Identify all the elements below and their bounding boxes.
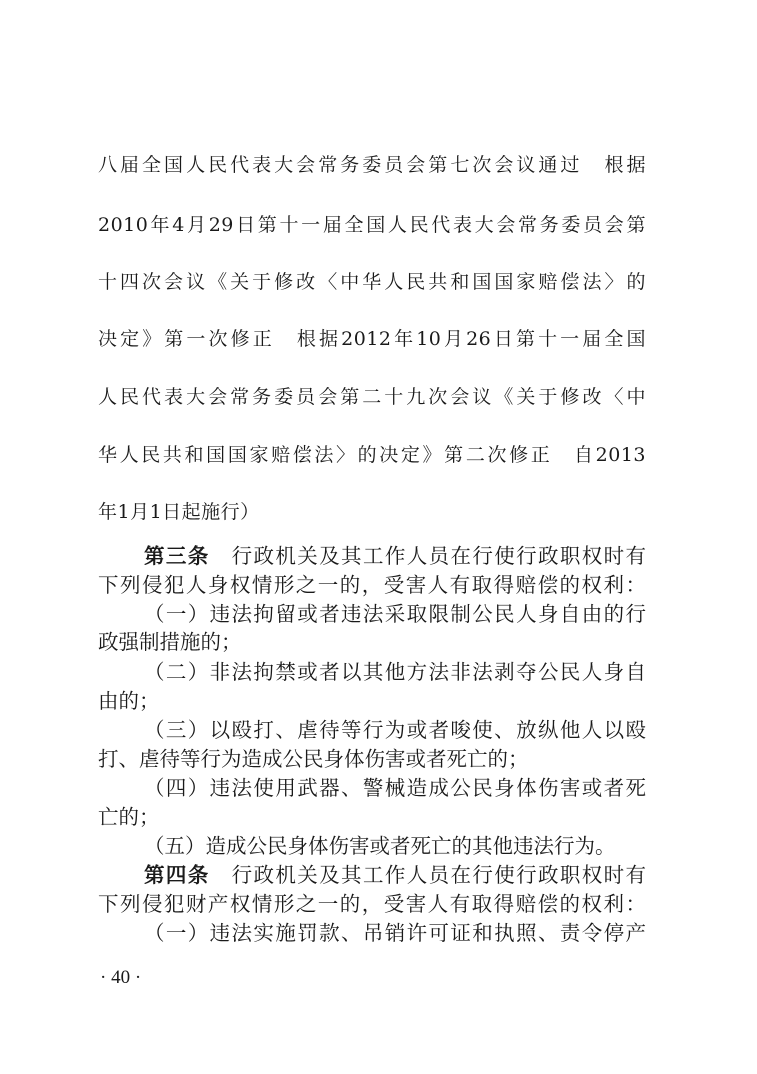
revision-note-line: 华人民共和国国家赔偿法〉的决定》第二次修正 自2013 (98, 444, 646, 466)
article-text: 行政机关及其工作人员在行使行政职权时有 (231, 863, 646, 887)
article-3-item: （四）违法使用武器、警械造成公民身体伤害或者死 (144, 776, 646, 800)
article-number: 第三条 (144, 544, 210, 568)
article-number: 第四条 (144, 863, 210, 887)
revision-note-line: 年1月1日起施行） (98, 501, 260, 523)
revision-note-line: 八届全国人民代表大会常务委员会第七次会议通过 根据 (98, 154, 646, 176)
article-4-item: （一）违法实施罚款、吊销许可证和执照、责令停产 (144, 921, 646, 945)
article-3-item: （一）违法拘留或者违法采取限制公民人身自由的行 (144, 602, 646, 626)
revision-note-line: 人民代表大会常务委员会第二十九次会议《关于修改〈中 (98, 386, 646, 408)
revision-note-line: 2010年4月29日第十一届全国人民代表大会常务委员会第 (98, 214, 646, 236)
article-3-item: （二）非法拘禁或者以其他方法非法剥夺公民人身自 (144, 660, 646, 684)
revision-note-line: 十四次会议《关于修改〈中华人民共和国国家赔偿法〉的 (98, 271, 646, 293)
article-4-line: 下列侵犯财产权情形之一的，受害人有取得赔偿的权利： (98, 892, 646, 916)
article-3-line: 下列侵犯人身权情形之一的，受害人有取得赔偿的权利： (98, 573, 646, 597)
article-3-item: 由的； (98, 689, 160, 713)
article-3-item: （五）造成公民身体伤害或者死亡的其他违法行为。 (144, 834, 616, 858)
article-3-item: 打、虐待等行为造成公民身体伤害或者死亡的； (98, 747, 529, 771)
article-3-item: （三）以殴打、虐待等行为或者唆使、放纵他人以殴 (144, 718, 646, 742)
article-3-item: 亡的； (98, 805, 160, 829)
article-3-item: 政强制措施的； (98, 630, 242, 654)
article-text: 行政机关及其工作人员在行使行政职权时有 (231, 544, 646, 568)
article-4-heading (144, 861, 646, 889)
article-3-heading (144, 542, 646, 570)
revision-note-line: 决定》第一次修正 根据2012年10月26日第十一届全国 (98, 328, 646, 350)
page-number: · 40 · (100, 967, 142, 988)
